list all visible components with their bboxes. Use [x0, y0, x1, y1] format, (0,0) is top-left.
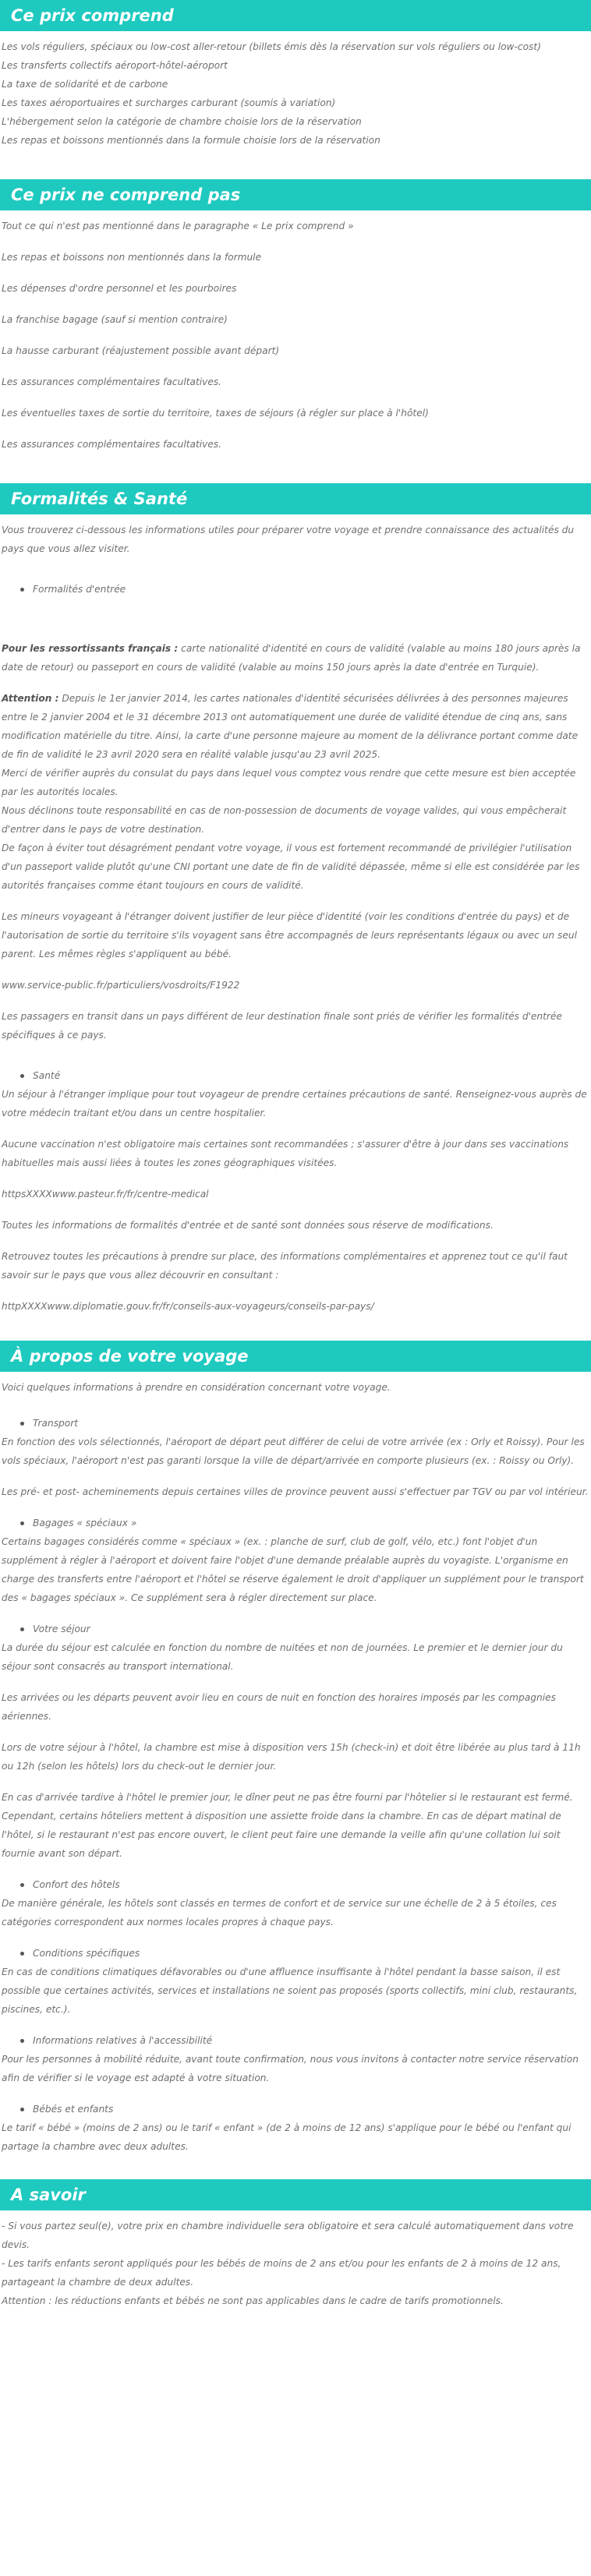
sante-paragraph: Un séjour à l'étranger implique pour tout voyageur de prendre certaines précautions de santé. Renseignez-vous auprès de votre médecin traitant et/ou dans un centre hospitalier. [2, 1089, 587, 1118]
list-item: La franchise bagage (sauf si mention contraire) [2, 314, 228, 325]
attention-paragraph [2, 689, 589, 764]
transit-paragraph: Les passagers en transit dans un pays différent de leur destination finale sont priés de vérifier les formalités d'entrée spécifiques à ce pays. [2, 1011, 562, 1041]
prix-ne-comprend-list [0, 210, 591, 454]
conditions-paragraph: En cas de conditions climatiques défavorables ou d'une affluence insuffisante à l'hôtel pendant la basse saison, il est possible que certaines activités, services et installations ne soient pas proposés (sports collectifs, mini club, restaurants, piscines, etc.). [2, 1966, 578, 2015]
ressortissants-paragraph [2, 639, 589, 677]
a-propos-intro: Voici quelques informations à prendre en considération concernant votre voyage. [2, 1382, 391, 1393]
section-title-prix-comprend: Ce prix comprend [0, 0, 591, 31]
sejour-paragraph: Les arrivées ou les départs peuvent avoir lieu en cours de nuit en fonction des horaires imposés par les compagnies aériennes. [2, 1692, 556, 1722]
vaccination-paragraph: Aucune vaccination n'est obligatoire mais certaines sont recommandées ; s'assurer d'être à jour dans ses vaccinations habituelles mais aussi liées à toutes les zones géographiques visitées. [2, 1139, 569, 1168]
section-title-prix-ne-comprend: Ce prix ne comprend pas [0, 179, 591, 210]
list-item: La taxe de solidarité et de carbone [2, 79, 168, 90]
section-prix-comprend [0, 0, 591, 150]
a-savoir-body [0, 2210, 591, 2310]
bullet-conditions: Conditions spécifiques [2, 1944, 589, 1963]
diplomatie-link[interactable]: httpXXXXwww.diplomatie.gouv.fr/fr/conseils-aux-voyageurs/conseils-par-pays/ [2, 1301, 374, 1312]
sejour-paragraph: Lors de votre séjour à l'hôtel, la chambre est mise à disposition vers 15h (check-in) et doit être libérée au plus tard à 11h ou 12h (selon les hôtels) lors du check-out le dernier jour. [2, 1742, 581, 1772]
list-item: - Si vous partez seul(e), votre prix en chambre individuelle sera obligatoire et sera calculé automatiquement dans votre devis. [2, 2221, 574, 2250]
accessibilite-paragraph: Pour les personnes à mobilité réduite, avant toute confirmation, nous vous invitons à contacter notre service réservation afin de vérifier si le voyage est adapté à votre situation. [2, 2054, 579, 2083]
attention-text: Depuis le 1er janvier 2014, les cartes nationales d'identité sécurisées délivrées à des personnes majeures entre le 2 janvier 2004 et le 31 décembre 2013 ont automatiquement une durée de validité étendue de cinq ans, sans modification matérielle du titre. Ainsi, la carte d'une personne majeure au moment de la délivrance portant comme date de fin de validité le 23 avril 2020 sera en réalité valable jusqu'au 23 avril 2025. [2, 693, 579, 760]
list-item: Les repas et boissons mentionnés dans la formule choisie lors de la réservation [2, 135, 380, 146]
bullet-confort: Confort des hôtels [2, 1875, 589, 1894]
service-public-link[interactable]: www.service-public.fr/particuliers/vosdroits/F1922 [2, 980, 240, 991]
attention-line: De façon à éviter tout désagrément pendant votre voyage, il vous est fortement recommandé de privilégier l'utilisation d'un passeport valide plutôt qu'une CNI portant une date de fin de validité dépassée, même si elle est considérée par les autorités françaises comme étant toujours en cours de validité. [2, 843, 580, 891]
section-title-a-savoir: A savoir [0, 2179, 591, 2210]
ressortissants-label: Pour les ressortissants français : [2, 643, 179, 654]
transport-paragraph: En fonction des vols sélectionnés, l'aéroport de départ peut différer de celui de votre arrivée (ex : Orly et Roissy). Pour les vols spéciaux, l'aéroport n'est pas garanti lorsque la ville de départ/arrivée en comporte plusieurs (ex. : Roissy ou Orly). [2, 1436, 585, 1466]
bullet-bagages: Bagages « spéciaux » [2, 1514, 589, 1532]
mineurs-paragraph: Les mineurs voyageant à l'étranger doivent justifier de leur pièce d'identité (voir les conditions d'entrée du pays) et de l'autorisation de sortie du territoire s'ils voyagent sans être accompagnés de leurs représentants légaux ou avec un seul parent. Les mêmes règles s'appliquent au bébé. [2, 911, 577, 959]
prix-comprend-list [0, 31, 591, 150]
bullet-transport: Transport [2, 1414, 589, 1433]
list-item: Les éventuelles taxes de sortie du territoire, taxes de séjours (à régler sur place à l'hôtel) [2, 408, 429, 419]
bebes-paragraph: Le tarif « bébé » (moins de 2 ans) ou le tarif « enfant » (de 2 à moins de 12 ans) s'applique pour le bébé ou l'enfant qui partage la chambre avec deux adultes. [2, 2122, 572, 2152]
list-item: Les assurances complémentaires facultatives. [2, 439, 222, 450]
ressortissants-text: carte nationalité d'identité en cours de validité (valable au moins 180 jours après la date de retour) ou passeport en cours de validité (valable au moins 150 jours après la date d'entrée en Turquie). [2, 643, 581, 673]
bullet-sejour: Votre séjour [2, 1620, 589, 1638]
section-title-formalites: Formalités & Santé [0, 483, 591, 514]
list-item: Les vols réguliers, spéciaux ou low-cost aller-retour (billets émis dès la réservation sur vols réguliers ou low-cost) [2, 41, 541, 52]
attention-line: Merci de vérifier auprès du consulat du pays dans lequel vous comptez vous rendre que cette mesure est bien acceptée par les autorités locales. [2, 768, 576, 797]
attention-line: Nous déclinons toute responsabilité en cas de non-possession de documents de voyage valides, qui vous empêcherait d'entrer dans le pays de votre destination. [2, 805, 567, 835]
formalites-intro: Vous trouverez ci-dessous les informations utiles pour préparer votre voyage et prendre connaissance des actualités du pays que vous allez visiter. [2, 525, 575, 554]
list-item: L'hébergement selon la catégorie de chambre choisie lors de la réservation [2, 116, 362, 127]
list-item: Les taxes aéroportuaires et surcharges carburant (soumis à variation) [2, 97, 336, 108]
bullet-bebes: Bébés et enfants [2, 2100, 589, 2118]
attention-label: Attention : [2, 693, 59, 704]
a-propos-body [0, 1372, 591, 2156]
list-item: Les assurances complémentaires facultatives. [2, 376, 222, 387]
list-item: Les transferts collectifs aéroport-hôtel-aéroport [2, 60, 228, 71]
sejour-paragraph: La durée du séjour est calculée en fonction du nombre de nuitées et non de journées. Le premier et le dernier jour du séjour sont consacrés au transport international. [2, 1642, 563, 1672]
list-item: La hausse carburant (réajustement possible avant départ) [2, 345, 280, 356]
list-item: - Les tarifs enfants seront appliqués pour les bébés de moins de 2 ans et/ou pour les enfants de 2 à moins de 12 ans, partageant la chambre de deux adultes. [2, 2258, 561, 2288]
list-item: Attention : les réductions enfants et bébés ne sont pas applicables dans le cadre de tarifs promotionnels. [2, 2295, 504, 2306]
pasteur-link[interactable]: httpsXXXXwww.pasteur.fr/fr/centre-medical [2, 1189, 209, 1200]
bullet-accessibilite: Informations relatives à l'accessibilité [2, 2031, 589, 2050]
section-title-a-propos: À propos de votre voyage [0, 1341, 591, 1372]
retrouvez-paragraph: Retrouvez toutes les précautions à prendre sur place, des informations complémentaires et apprenez tout ce qu'il faut savoir sur le pays que vous allez découvrir en consultant : [2, 1251, 568, 1281]
list-item: Les dépenses d'ordre personnel et les pourboires [2, 283, 237, 294]
confort-paragraph: De manière générale, les hôtels sont classés en termes de confort et de service sur une échelle de 2 à 5 étoiles, ces catégories correspondent aux normes locales propres à chaque pays. [2, 1898, 557, 1928]
sejour-paragraph: En cas d'arrivée tardive à l'hôtel le premier jour, le dîner peut ne pas être fourni par l'hôtelier si le restaurant est fermé. Cependant, certains hôteliers mettent à disposition une assiette froide dans la chambre. En cas de départ matinal de l'hôtel, si le restaurant n'est pas encore ouvert, le client peut faire une demande la veille afin qu'une collation lui soit fournie avant son départ. [2, 1792, 573, 1859]
list-item: Les repas et boissons non mentionnés dans la formule [2, 252, 262, 263]
transport-paragraph: Les pré- et post- acheminements depuis certaines villes de province peuvent aussi s'effectuer par TGV ou par vol intérieur. [2, 1486, 589, 1497]
formalites-body [0, 514, 591, 1316]
reserve-paragraph: Toutes les informations de formalités d'entrée et de santé sont données sous réserve de modifications. [2, 1220, 494, 1231]
section-formalites-sante [0, 483, 591, 1316]
bullet-sante: Santé [2, 1066, 589, 1085]
section-a-savoir [0, 2179, 591, 2310]
bullet-formalites-entree: Formalités d'entrée [2, 580, 589, 599]
section-a-propos [0, 1341, 591, 2156]
section-prix-ne-comprend [0, 179, 591, 454]
bagages-paragraph: Certains bagages considérés comme « spéciaux » (ex. : planche de surf, club de golf, vélo, etc.) font l'objet d'un supplément à régler à l'aéroport et doivent faire l'objet d'une demande préalable auprès du voyagiste. L'organisme en charge des transferts entre l'aéroport et l'hôtel se réserve également le droit d'appliquer un supplément pour le transport des « bagages spéciaux ». Ce supplément sera à régler directement sur place. [2, 1536, 584, 1603]
list-item: Tout ce qui n'est pas mentionné dans le paragraphe « Le prix comprend » [2, 221, 354, 231]
